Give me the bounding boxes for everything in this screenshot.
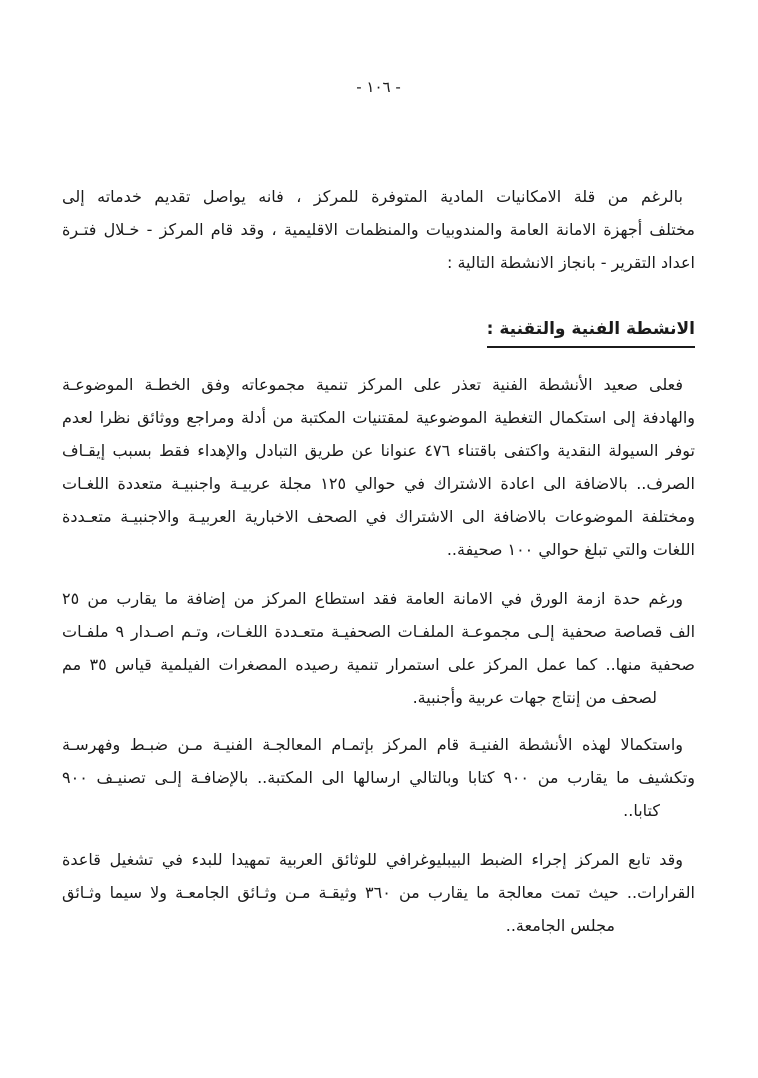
paragraph-press-clippings <box>62 582 695 714</box>
section-heading <box>62 317 695 348</box>
paragraph-line: وقد تابع المركز إجراء الضبط البيبليوغرافي للوثائق العربية تمهيدا للبدء في تشغيل قاعدة <box>62 850 683 869</box>
paragraph-line: الصرف.. بالاضافة الى اعادة الاشتراك في حوالي ١٢٥ مجلة عربيـة واجنبيـة متعددة اللغـات <box>62 474 696 493</box>
paragraph-line: ورغم حدة ازمة الورق في الامانة العامة فقد استطاع المركز من إضافة ما يقارب من ٢٥ <box>62 589 683 608</box>
paragraph-line: واستكمالا لهذه الأنشطة الفنيـة قام المركز بإتمـام المعالجـة الفنيـة مـن ضبـط وفهرسـة <box>62 735 683 754</box>
page-number: - ١٠٦ - <box>356 78 401 96</box>
paragraph-line: صحفية منها.. كما عمل المركز على استمرار تنمية رصيده المصغرات الفيلمية قياس ٣٥ مم <box>62 655 696 674</box>
paragraph-cataloging <box>62 728 695 827</box>
paragraph-line: اعداد التقرير - بانجاز الانشطة التالية : <box>446 253 695 272</box>
paragraph-bibliographic-control <box>62 843 695 942</box>
paragraph-line: القرارات.. حيث تمت معالجة ما يقارب من ٣٦٠ وثيقـة مـن وثـائق الجامعـة ولا سيما وثـائق <box>62 883 695 902</box>
paragraph-line: بالرغم من قلة الامكانيات المادية المتوفرة للمركز ، فانه يواصل تقديم خدماته إلى <box>62 187 683 206</box>
paragraph-line: اللغات والتي تبلغ حوالي ١٠٠ صحيفة.. <box>446 540 695 559</box>
paragraph-line: وتكشيف ما يقارب من ٩٠٠ كتابا وبالتالي ارسالها الى المكتبة.. بالإضافـة إلـى تصنيـف ٩٠٠ <box>62 768 695 787</box>
paragraph-line: لصحف من إنتاج جهات عربية وأجنبية. <box>412 688 657 707</box>
paragraph-line: الف قصاصة صحفية إلـى مجموعـة الملفـات الصحفيـة متعـددة اللغـات، وتـم اصـدار ٩ ملفـات <box>62 622 696 641</box>
paragraph-intro <box>62 180 695 279</box>
paragraph-line: ومختلفة الموضوعات بالاضافة الى الاشتراك في الصحف الاخبارية العربيـة والاجنبيـة متعـددة <box>62 507 695 526</box>
paragraph-line: فعلى صعيد الأنشطة الفنية تعذر على المركز تنمية مجموعاته وفق الخطـة الموضوعـة <box>62 375 683 394</box>
paragraph-line: مختلف أجهزة الامانة العامة والمندوبيات والمنظمات الاقليمية ، وقد قام المركز - خـلال فتـرة <box>62 220 695 239</box>
paragraph-line: كتابا.. <box>623 801 660 820</box>
section-heading-text: الانشطة الفنية والتقنية : <box>487 317 695 348</box>
paragraph-line: مجلس الجامعة.. <box>505 916 615 935</box>
paragraph-technical-activities <box>62 368 695 566</box>
paragraph-line: والهادفة إلى استكمال التغطية الموضوعية لمقتنيات المكتبة من أدلة ومراجع ووثائق نظرا لعدم <box>62 408 695 427</box>
paragraph-line: توفر السيولة النقدية واكتفى باقتناء ٤٧٦ عنوانا عن طريق التبادل والإهداء فقط بسبب إيقـاف <box>62 441 696 460</box>
